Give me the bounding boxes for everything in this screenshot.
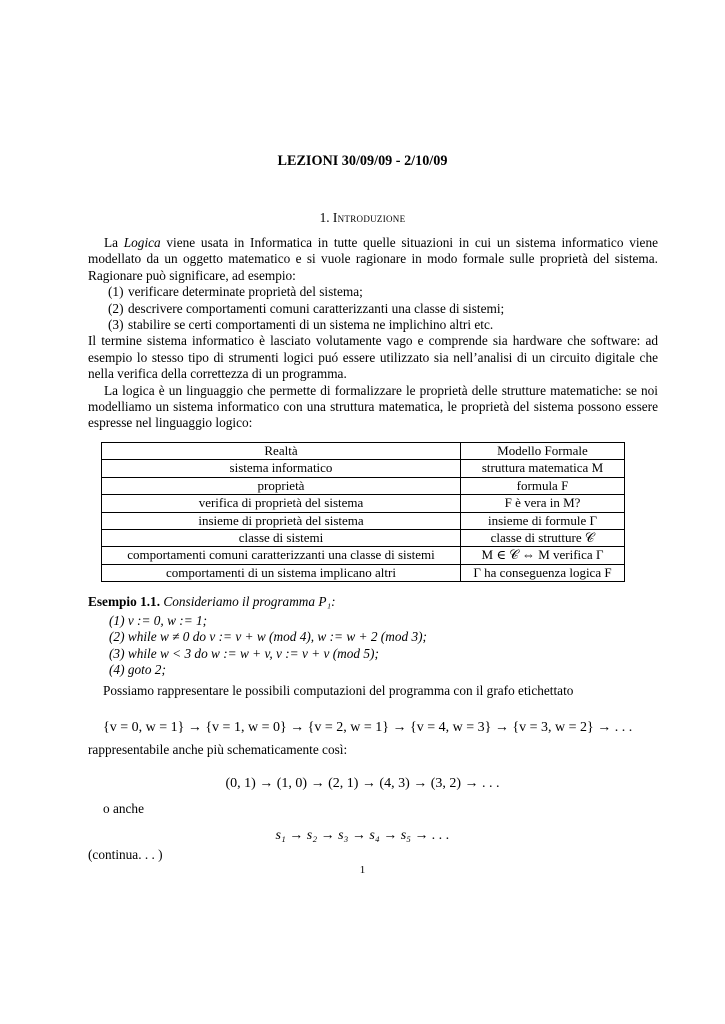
page-number: 1 [359,864,366,876]
table-cell: proprietà [102,477,461,494]
item-text: stabilire se certi comportamenti di un sistema ne implichino altri etc. [128,317,494,333]
program-line: (3) while w < 3 do w := w + v, v := v + v (mod 5); [109,645,379,661]
logica-term: Logica [123,235,161,250]
intro-text: La [104,235,124,250]
item-number: (1) [108,284,124,300]
table-row [102,495,625,512]
table-cell: insieme di proprietà del sistema [102,512,461,529]
table-cell: classe di strutture 𝒞 [461,530,625,547]
schematic-intro: rappresentabile anche più schematicamente così: [88,742,348,757]
example-heading [88,594,336,610]
table-cell: Γ ha conseguenza logica F [461,564,625,581]
states-sequence: s₁ → s₂ → s₃ → s₄ → s₅ → . . . [275,828,450,843]
item-number: (3) [108,317,124,333]
table-cell: struttura matematica M [461,460,625,477]
item-number: (2) [108,300,124,316]
table-cell: verifica di proprietà del sistema [102,495,461,512]
table-row [102,530,625,547]
table-row [102,460,625,477]
intro-paragraph-1 [88,235,658,284]
table-row [102,564,625,581]
page-title: LEZIONI 30/09/09 - 2/10/09 [277,153,448,169]
program-line: (1) v := 0, w := 1; [109,613,208,628]
program-listing [109,613,427,679]
section-number: 1. [319,210,330,225]
example-label: Esempio 1.1. [88,594,161,609]
table-cell: comportamenti di un sistema implicano altri [102,564,461,581]
table-cell: F è vera in M? [461,495,625,512]
graph-intro: Possiamo rappresentare le possibili computazioni del programma con il grafo etichettato [103,683,574,698]
intro-paragraph-2: Il termine sistema informatico è lasciato volutamente vago e comprende sia hardware che software: ad esempio lo stesso tipo di strumenti logici puó essere utilizzato sia nell’analisi di un circuito digitale che nella verifica della correttezza di un programma. [88,333,658,382]
table-cell: classe di sistemi [102,530,461,547]
intro-block [88,235,658,432]
table-row [102,443,625,460]
table-cell: M ∈ 𝒞 ⇔ M verifica Γ [461,547,625,564]
program-line: (4) goto 2; [109,662,166,678]
reality-model-table [101,442,625,582]
table-cell: comportamenti comuni caratterizzanti una classe di sistemi [102,547,461,564]
table-cell: sistema informatico [102,460,461,477]
reasoning-list [88,284,658,333]
continued-text: (continua. . . ) [88,847,163,862]
schematic-graph: (0, 1) → (1, 0) → (2, 1) → (4, 3) → (3, 2) → . . . [225,776,500,791]
table-cell: insieme di formule Γ [461,512,625,529]
labeled-graph: {v = 0, w = 1} → {v = 1, w = 0} → {v = 2, w = 1} → {v = 4, w = 3} → {v = 3, w = 2} → . . . [103,720,633,735]
table-row [102,477,625,494]
intro-text-cont: viene usata in Informatica in tutte quelle situazioni in cui un sistema informatico viene modellato da un oggetto matematico e si vuole ragionare in modo formale sulle proprietà del sistema. Ragionare può significare, ad esempio: [88,235,658,283]
or-also-text: o anche [103,801,144,816]
table-cell: Realtà [102,443,461,460]
table-row [102,547,625,564]
example-intro: Consideriamo il programma P₁: [163,594,336,609]
section-heading [0,210,725,226]
list-item [108,301,658,317]
item-text: descrivere comportamenti comuni caratterizzanti una classe di sistemi; [128,300,505,316]
list-item [108,317,658,333]
program-line: (2) while w ≠ 0 do v := v + w (mod 4), w := w + 2 (mod 3); [109,629,427,645]
section-name: Introduzione [332,210,406,225]
list-item [108,284,658,300]
table-cell: formula F [461,477,625,494]
table-cell: Modello Formale [461,443,625,460]
item-text: verificare determinate proprietà del sistema; [128,284,363,300]
intro-paragraph-3: La logica è un linguaggio che permette di formalizzare le proprietà delle strutture matematiche: se noi modelliamo un sistema informatico con una struttura matematica, le proprietà del sistema possono essere espresse nel linguaggio logico: [88,382,658,431]
table-row [102,512,625,529]
